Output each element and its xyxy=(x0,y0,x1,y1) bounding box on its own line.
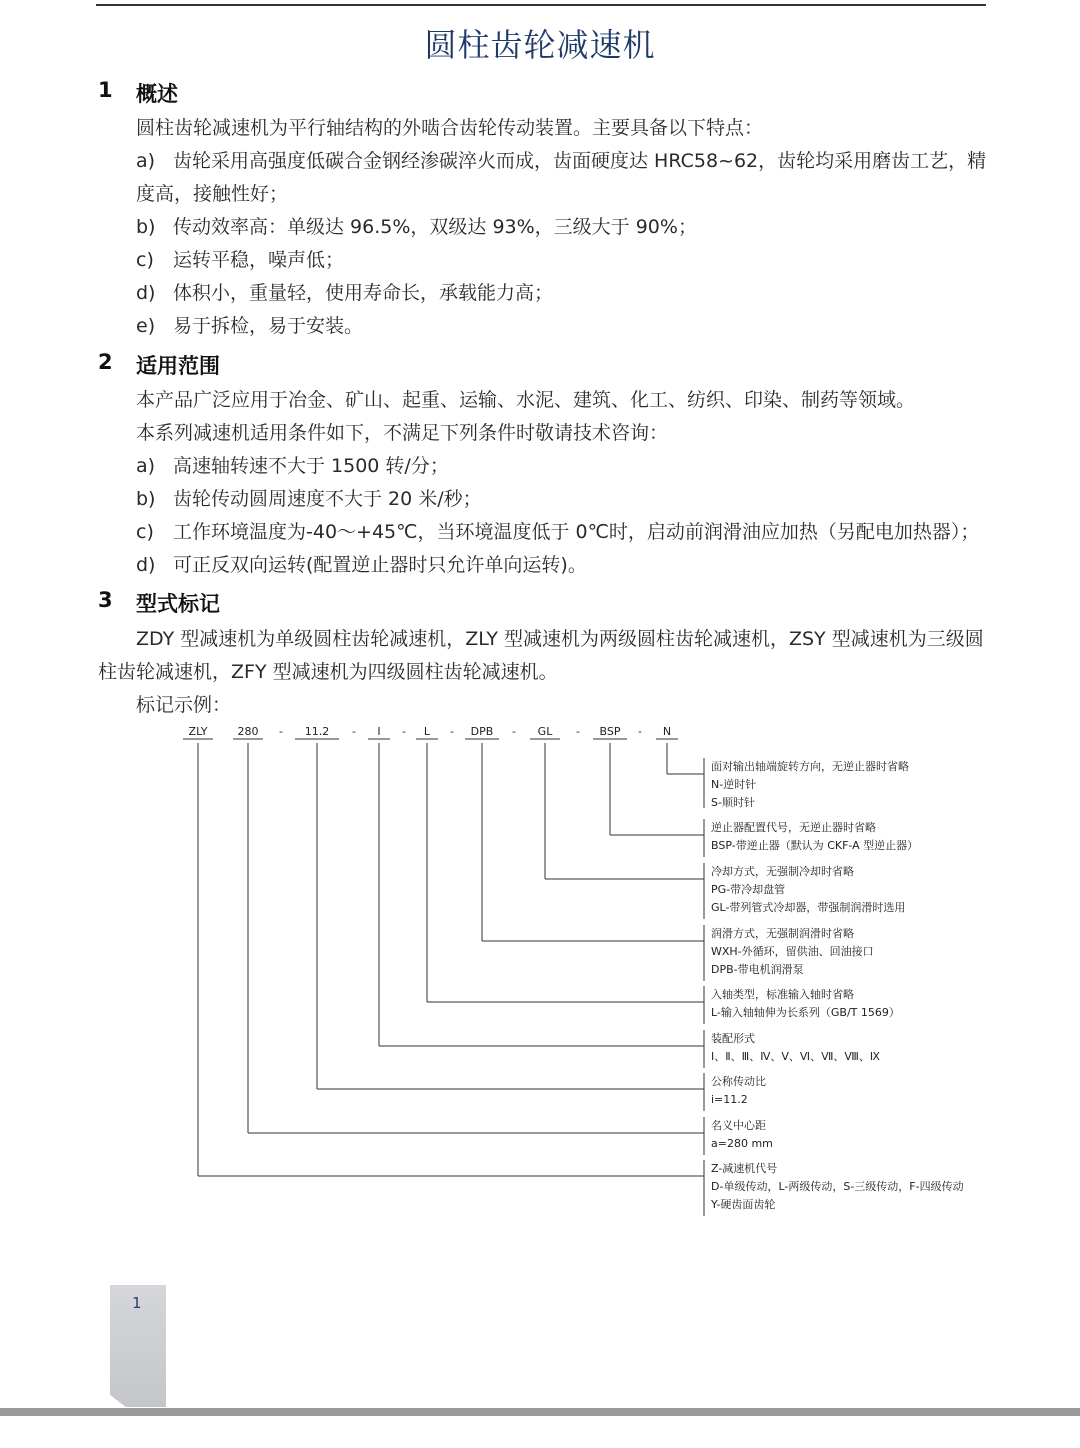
designation-description-line: GL-带列管式冷却器，带强制润滑时选用 xyxy=(711,901,906,914)
code-separator: - xyxy=(402,725,406,738)
section-2-item-c-label: c) xyxy=(136,521,154,543)
designation-description-line: Z-减速机代号 xyxy=(711,1162,778,1175)
code-zly: ZLY xyxy=(188,725,208,738)
designation-description-line: Y-硬齿面齿轮 xyxy=(711,1198,776,1211)
section-2-heading: 适用范围 xyxy=(136,354,220,378)
section-2-item-b-text: 齿轮传动圆周速度不大于 20 米/秒； xyxy=(173,488,482,510)
section-3-para-line-2: 柱齿轮减速机，ZFY 型减速机为四级圆柱齿轮减速机。 xyxy=(98,661,558,683)
designation-description-line: 装配形式 xyxy=(711,1032,755,1045)
code-bsp: BSP xyxy=(599,725,621,738)
section-1-item-e-label: e) xyxy=(136,315,156,337)
code-gl: GL xyxy=(537,725,553,738)
section-2-item-a-label: a) xyxy=(136,455,156,477)
code-11-2: 11.2 xyxy=(304,725,330,738)
section-1-item-c-text: 运转平稳，噪声低； xyxy=(173,249,345,271)
section-1-item-b-text: 传动效率高：单级达 96.5%，双级达 93%，三级大于 90%； xyxy=(173,216,697,238)
page-title: 圆柱齿轮减速机 xyxy=(424,26,656,64)
designation-description-line: BSP-带逆止器（默认为 CKF-A 型逆止器） xyxy=(711,839,919,852)
code-dpb: DPB xyxy=(470,725,494,738)
designation-description-line: WXH-外循环，留供油、回油接口 xyxy=(711,945,874,958)
code-separator: - xyxy=(576,725,580,738)
designation-description-line: L-输入轴轴伸为长系列（GB/T 1569） xyxy=(711,1006,900,1019)
designation-description-line: 逆止器配置代号，无逆止器时省略 xyxy=(711,821,876,834)
designation-description-line: 名义中心距 xyxy=(711,1119,766,1132)
code-separator: - xyxy=(638,725,642,738)
designation-description-line: 公称传动比 xyxy=(711,1075,766,1088)
designation-description-line: 面对输出轴端旋转方向，无逆止器时省略 xyxy=(711,760,909,773)
section-1-item-c-label: c) xyxy=(136,249,154,271)
page-number: 1 xyxy=(132,1294,142,1312)
code-280: 280 xyxy=(237,725,259,738)
designation-description-line: Ⅰ、Ⅱ、Ⅲ、Ⅳ、Ⅴ、Ⅵ、Ⅶ、Ⅷ、Ⅸ xyxy=(711,1050,880,1063)
code-separator: - xyxy=(512,725,516,738)
section-3-example-label: 标记示例： xyxy=(136,694,232,716)
code-separator: - xyxy=(352,725,356,738)
designation-description-line: N-逆时针 xyxy=(711,778,757,791)
section-1-item-d-label: d) xyxy=(136,282,156,304)
section-1-item-b-label: b) xyxy=(136,216,156,238)
code-i: I xyxy=(377,725,381,738)
code-separator: - xyxy=(450,725,454,738)
section-3-heading: 型式标记 xyxy=(136,592,220,616)
designation-description-line: 润滑方式，无强制润滑时省略 xyxy=(711,927,854,940)
section-2-item-a-text: 高速轴转速不大于 1500 转/分； xyxy=(173,455,449,477)
designation-description-line: i=11.2 xyxy=(711,1093,748,1106)
bottom-bar xyxy=(0,1408,1080,1416)
section-1-item-e-text: 易于拆检，易于安装。 xyxy=(173,315,364,337)
code-separator: - xyxy=(279,725,283,738)
designation-description-line: D-单级传动，L-两级传动，S-三级传动，F-四级传动 xyxy=(711,1180,964,1193)
section-2-para-1: 本产品广泛应用于冶金、矿山、起重、运输、水泥、建筑、化工、纺织、印染、制药等领域。 xyxy=(136,389,916,411)
section-2-item-c-text: 工作环境温度为-40～+45℃，当环境温度低于 0℃时，启动前润滑油应加热（另配电加热器）； xyxy=(173,521,980,543)
designation-description-line: S-顺时针 xyxy=(711,796,755,809)
designation-description-line: a=280 mm xyxy=(711,1137,773,1150)
designation-description-line: PG-带冷却盘管 xyxy=(711,883,786,896)
section-1-item-a-text: 齿轮采用高强度低碳合金钢经渗碳淬火而成，齿面硬度达 HRC58~62，齿轮均采用磨齿工艺，精 xyxy=(173,150,987,172)
section-2-item-b-label: b) xyxy=(136,488,156,510)
section-2-para-2: 本系列减速机适用条件如下，不满足下列条件时敬请技术咨询： xyxy=(136,422,669,444)
designation-description-line: 入轴类型，标准输入轴时省略 xyxy=(711,988,854,1001)
section-3-number: 3 xyxy=(98,588,113,612)
section-3-para-line-1: ZDY 型减速机为单级圆柱齿轮减速机，ZLY 型减速机为两级圆柱齿轮减速机，ZSY 型减速机为三级圆 xyxy=(136,628,984,650)
section-1-item-a-label: a) xyxy=(136,150,156,172)
section-2-item-d-label: d) xyxy=(136,554,156,576)
code-l: L xyxy=(423,725,431,738)
code-n: N xyxy=(662,725,672,738)
section-2-number: 2 xyxy=(98,350,113,374)
designation-description-line: 冷却方式，无强制冷却时省略 xyxy=(711,865,854,878)
section-1-item-a-cont: 度高，接触性好； xyxy=(136,183,289,205)
designation-description-line: DPB-带电机润滑泵 xyxy=(711,963,804,976)
section-2-item-d-text: 可正反双向运转(配置逆止器时只允许单向运转)。 xyxy=(173,554,587,576)
section-1-number: 1 xyxy=(98,78,113,102)
section-1-item-d-text: 体积小，重量轻，使用寿命长，承载能力高； xyxy=(173,282,554,304)
section-1-intro: 圆柱齿轮减速机为平行轴结构的外啮合齿轮传动装置。主要具备以下特点： xyxy=(136,117,764,139)
section-1-heading: 概述 xyxy=(136,82,178,106)
